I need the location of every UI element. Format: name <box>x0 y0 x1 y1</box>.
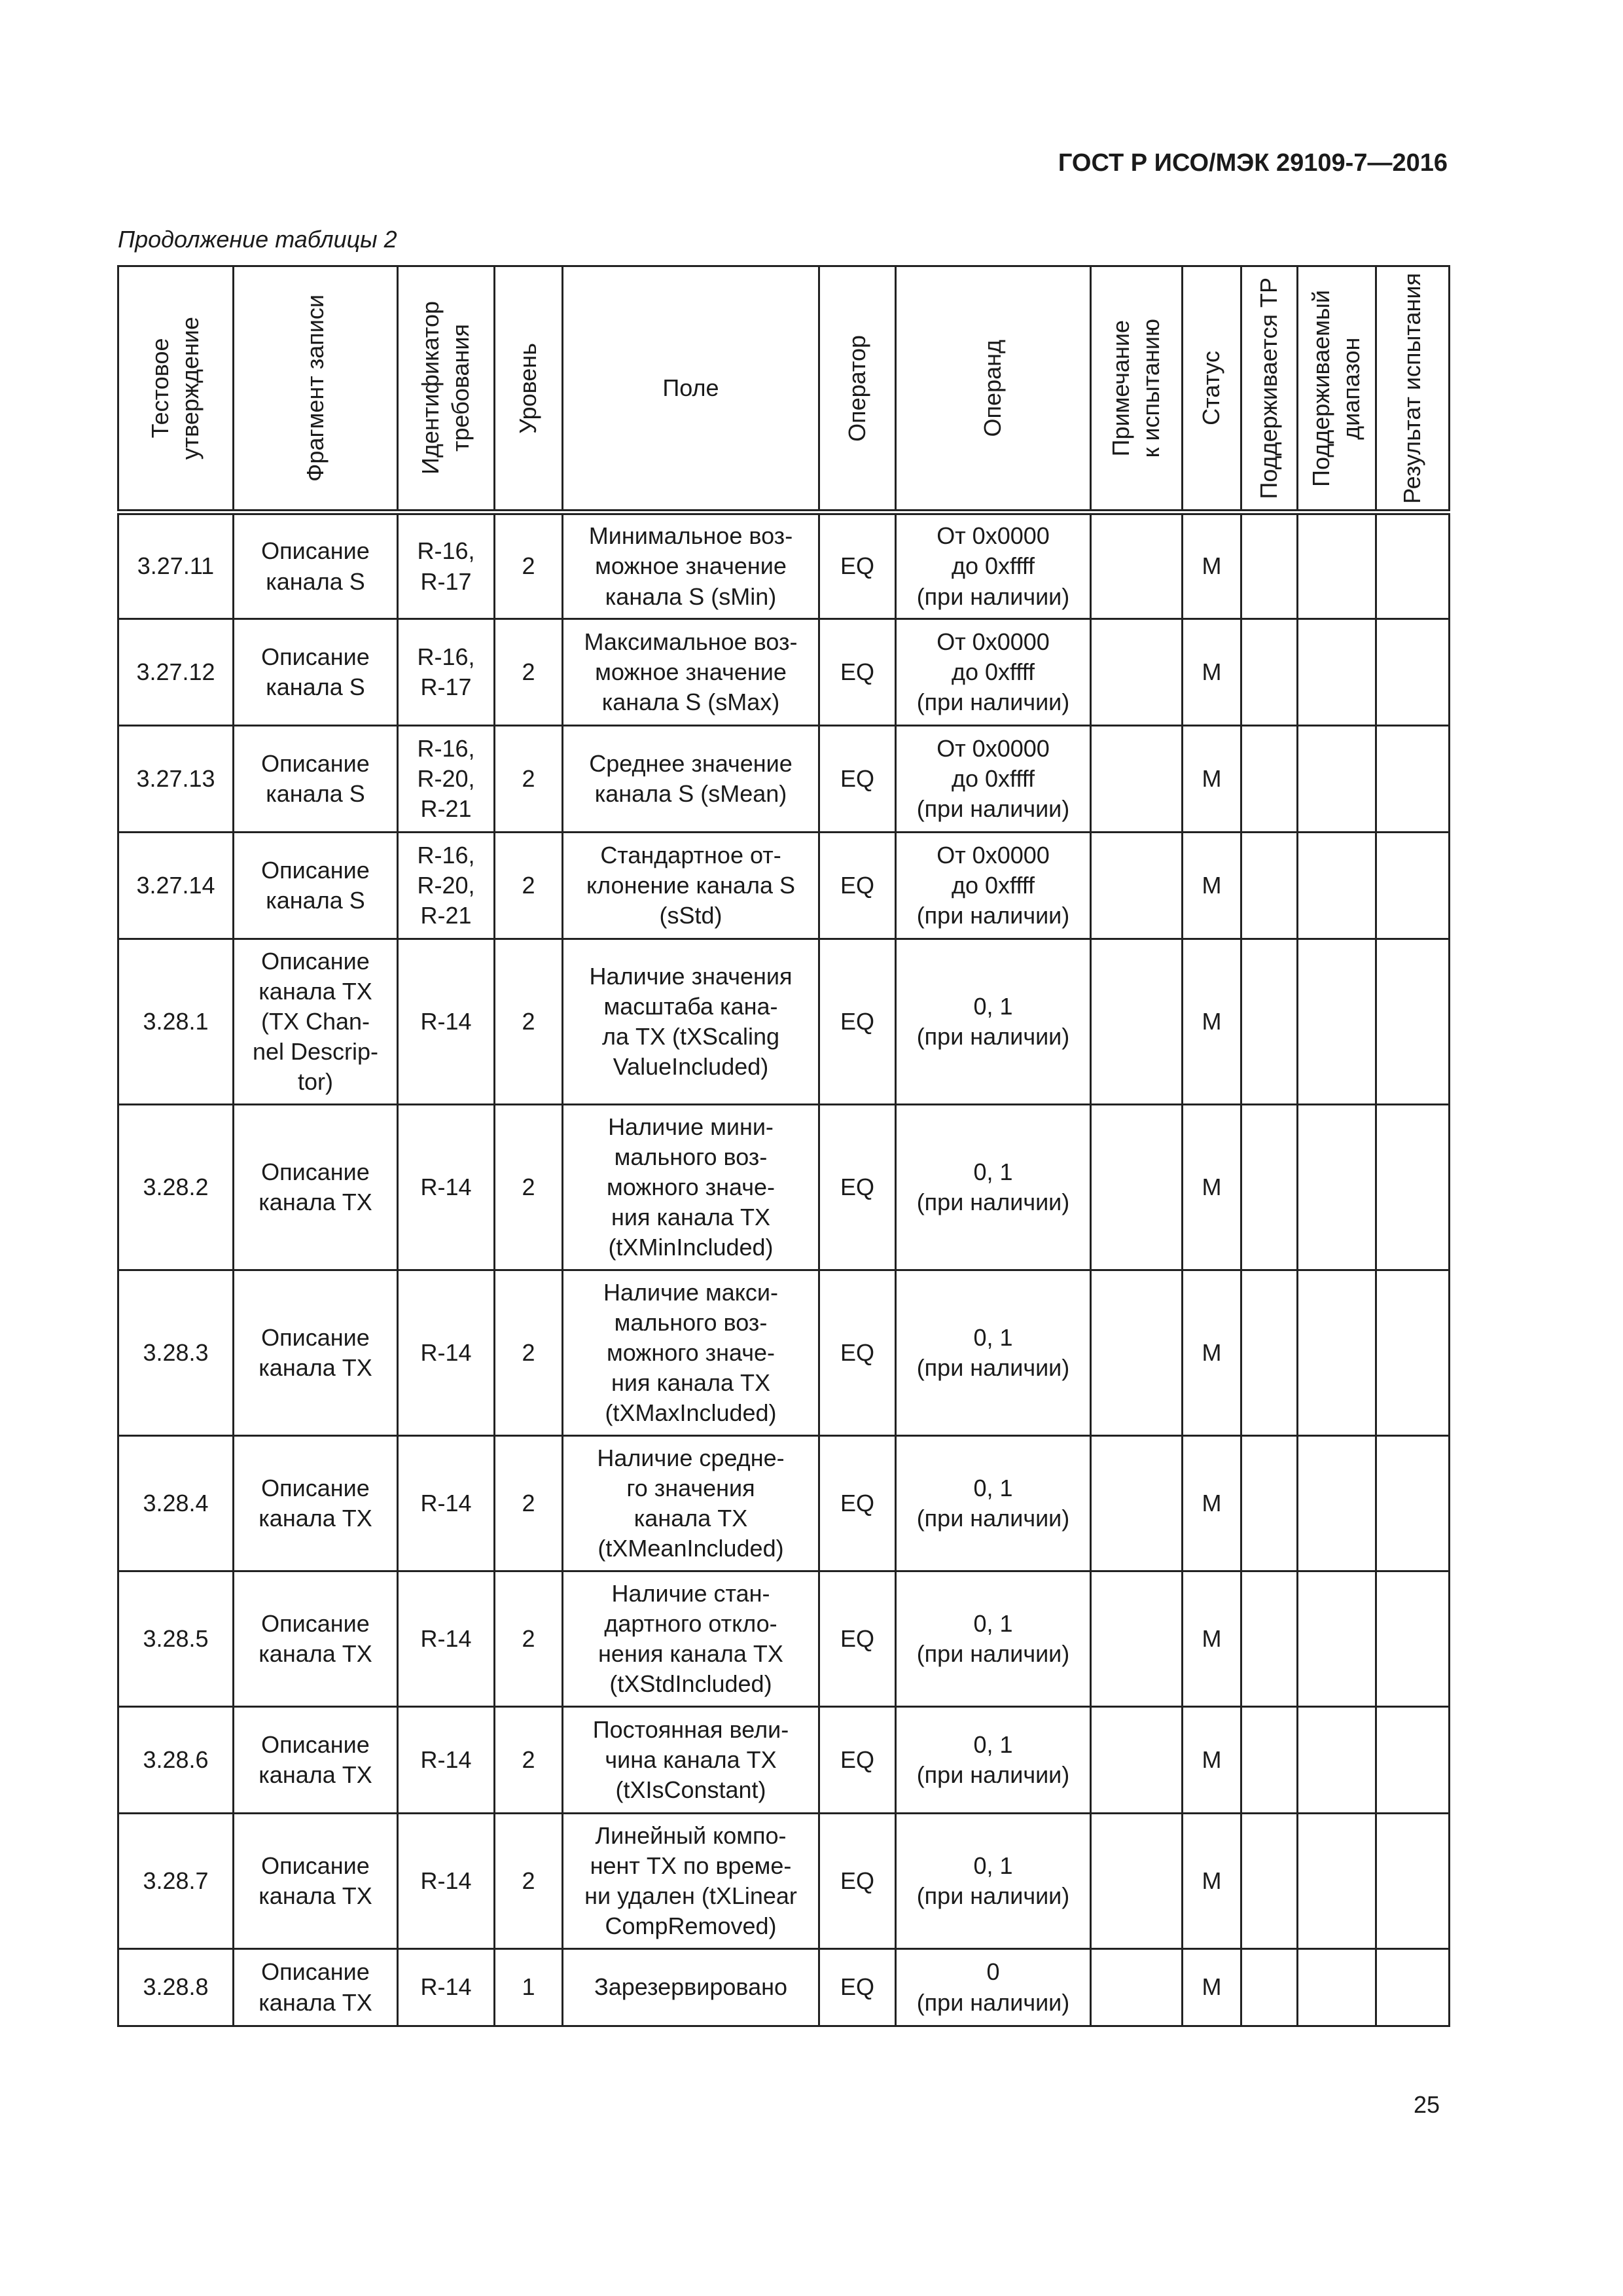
cell-note <box>1091 619 1183 726</box>
cell-operator: EQ <box>819 833 896 939</box>
cell-status: M <box>1183 726 1241 833</box>
cell-note <box>1091 939 1183 1105</box>
cell-status: M <box>1183 1949 1241 2026</box>
table-row <box>118 1270 1450 1436</box>
cell-field: Постоянная вели- чина канала TX (tXIsConstant) <box>563 1707 819 1814</box>
cell-fragment: Описание канала S <box>234 619 398 726</box>
cell-field: Наличие макси- мального воз- можного значе- ния канала TX (tXMaxIncluded) <box>563 1270 819 1436</box>
cell-assertion: 3.28.1 <box>118 939 234 1105</box>
cell-result <box>1376 1436 1450 1571</box>
cell-range <box>1298 512 1376 619</box>
cell-level: 2 <box>495 1571 563 1707</box>
cell-level: 2 <box>495 1707 563 1814</box>
cell-field: Среднее значение канала S (sMean) <box>563 726 819 833</box>
cell-assertion: 3.28.6 <box>118 1707 234 1814</box>
document-header: ГОСТ Р ИСО/МЭК 29109-7—2016 <box>1058 149 1448 177</box>
cell-status: M <box>1183 1707 1241 1814</box>
cell-operand: 0, 1 (при наличии) <box>896 939 1091 1105</box>
cell-operand: От 0x0000 до 0xffff (при наличии) <box>896 512 1091 619</box>
header-status: Статус <box>1183 266 1241 512</box>
cell-note <box>1091 1571 1183 1707</box>
cell-range <box>1298 1707 1376 1814</box>
cell-result <box>1376 833 1450 939</box>
table-row <box>118 512 1450 619</box>
cell-fragment: Описание канала S <box>234 726 398 833</box>
cell-note <box>1091 1270 1183 1436</box>
cell-fragment: Описание канала TX <box>234 1270 398 1436</box>
cell-tp-supported <box>1241 726 1298 833</box>
cell-operator: EQ <box>819 1436 896 1571</box>
cell-assertion: 3.28.2 <box>118 1105 234 1270</box>
cell-level: 2 <box>495 1814 563 1949</box>
cell-result <box>1376 1814 1450 1949</box>
cell-range <box>1298 1105 1376 1270</box>
header-assertion: Тестовое утверждение <box>118 266 234 512</box>
cell-req-id: R-16, R-17 <box>398 512 495 619</box>
header-req-id: Идентификатор требования <box>398 266 495 512</box>
cell-operator: EQ <box>819 512 896 619</box>
cell-level: 2 <box>495 619 563 726</box>
table-header-row <box>118 266 1450 512</box>
cell-operator: EQ <box>819 1949 896 2026</box>
cell-tp-supported <box>1241 1270 1298 1436</box>
cell-level: 2 <box>495 1270 563 1436</box>
cell-range <box>1298 833 1376 939</box>
cell-assertion: 3.27.13 <box>118 726 234 833</box>
cell-assertion: 3.28.7 <box>118 1814 234 1949</box>
cell-req-id: R-16, R-17 <box>398 619 495 726</box>
table-caption: Продолжение таблицы 2 <box>118 226 397 253</box>
cell-level: 2 <box>495 939 563 1105</box>
cell-fragment: Описание канала TX <box>234 1571 398 1707</box>
table-row <box>118 833 1450 939</box>
cell-tp-supported <box>1241 833 1298 939</box>
cell-result <box>1376 1105 1450 1270</box>
table-row <box>118 939 1450 1105</box>
cell-operator: EQ <box>819 619 896 726</box>
table-row <box>118 1814 1450 1949</box>
cell-note <box>1091 833 1183 939</box>
cell-range <box>1298 1814 1376 1949</box>
cell-operator: EQ <box>819 726 896 833</box>
cell-field: Минимальное воз- можное значение канала S (sMin) <box>563 512 819 619</box>
cell-operand: 0, 1 (при наличии) <box>896 1270 1091 1436</box>
cell-tp-supported <box>1241 939 1298 1105</box>
cell-status: M <box>1183 512 1241 619</box>
header-result: Результат испытания <box>1376 266 1450 512</box>
cell-level: 2 <box>495 512 563 619</box>
cell-operand: От 0x0000 до 0xffff (при наличии) <box>896 833 1091 939</box>
cell-tp-supported <box>1241 1436 1298 1571</box>
cell-fragment: Описание канала TX (TX Chan- nel Descrip- tor) <box>234 939 398 1105</box>
cell-range <box>1298 619 1376 726</box>
cell-operand: От 0x0000 до 0xffff (при наличии) <box>896 726 1091 833</box>
cell-note <box>1091 1436 1183 1571</box>
cell-result <box>1376 1949 1450 2026</box>
cell-field: Линейный компо- нент TX по време- ни удален (tXLinear CompRemoved) <box>563 1814 819 1949</box>
cell-req-id: R-14 <box>398 1571 495 1707</box>
cell-status: M <box>1183 1571 1241 1707</box>
cell-req-id: R-14 <box>398 1270 495 1436</box>
cell-level: 1 <box>495 1949 563 2026</box>
table-row <box>118 1105 1450 1270</box>
cell-assertion: 3.27.12 <box>118 619 234 726</box>
cell-operand: 0, 1 (при наличии) <box>896 1436 1091 1571</box>
header-operator: Оператор <box>819 266 896 512</box>
header-tp-supported: Поддерживается ТР <box>1241 266 1298 512</box>
cell-req-id: R-14 <box>398 1949 495 2026</box>
cell-req-id: R-16, R-20, R-21 <box>398 833 495 939</box>
cell-result <box>1376 1707 1450 1814</box>
cell-range <box>1298 1270 1376 1436</box>
cell-range <box>1298 939 1376 1105</box>
cell-field: Наличие средне- го значения канала TX (tXMeanIncluded) <box>563 1436 819 1571</box>
cell-assertion: 3.28.5 <box>118 1571 234 1707</box>
cell-tp-supported <box>1241 1707 1298 1814</box>
cell-result <box>1376 512 1450 619</box>
cell-range <box>1298 1949 1376 2026</box>
table-row <box>118 1571 1450 1707</box>
cell-level: 2 <box>495 726 563 833</box>
header-range: Поддерживаемый диапазон <box>1298 266 1376 512</box>
cell-operator: EQ <box>819 1814 896 1949</box>
page-number: 25 <box>1413 2091 1440 2118</box>
cell-field: Зарезервировано <box>563 1949 819 2026</box>
cell-tp-supported <box>1241 1949 1298 2026</box>
cell-assertion: 3.28.4 <box>118 1436 234 1571</box>
cell-status: M <box>1183 1105 1241 1270</box>
cell-fragment: Описание канала TX <box>234 1707 398 1814</box>
cell-fragment: Описание канала TX <box>234 1949 398 2026</box>
cell-operator: EQ <box>819 1571 896 1707</box>
cell-field: Наличие значения масштаба кана- ла TX (tXScaling ValueIncluded) <box>563 939 819 1105</box>
cell-operand: 0, 1 (при наличии) <box>896 1571 1091 1707</box>
cell-note <box>1091 726 1183 833</box>
table-row <box>118 619 1450 726</box>
cell-assertion: 3.28.3 <box>118 1270 234 1436</box>
cell-note <box>1091 1707 1183 1814</box>
cell-field: Наличие стан- дартного откло- нения канала TX (tXStdIncluded) <box>563 1571 819 1707</box>
cell-tp-supported <box>1241 512 1298 619</box>
cell-field: Стандартное от- клонение канала S (sStd) <box>563 833 819 939</box>
cell-result <box>1376 619 1450 726</box>
cell-range <box>1298 1436 1376 1571</box>
table-body <box>118 512 1450 2026</box>
cell-status: M <box>1183 1814 1241 1949</box>
cell-field: Максимальное воз- можное значение канала S (sMax) <box>563 619 819 726</box>
cell-assertion: 3.27.11 <box>118 512 234 619</box>
cell-range <box>1298 726 1376 833</box>
cell-assertion: 3.28.8 <box>118 1949 234 2026</box>
cell-level: 2 <box>495 1436 563 1571</box>
cell-req-id: R-14 <box>398 1105 495 1270</box>
cell-status: M <box>1183 939 1241 1105</box>
cell-req-id: R-14 <box>398 1707 495 1814</box>
cell-operator: EQ <box>819 939 896 1105</box>
cell-range <box>1298 1571 1376 1707</box>
cell-fragment: Описание канала S <box>234 512 398 619</box>
cell-operand: 0, 1 (при наличии) <box>896 1814 1091 1949</box>
cell-level: 2 <box>495 833 563 939</box>
cell-req-id: R-14 <box>398 1814 495 1949</box>
cell-tp-supported <box>1241 1814 1298 1949</box>
cell-operator: EQ <box>819 1270 896 1436</box>
cell-note <box>1091 1949 1183 2026</box>
cell-level: 2 <box>495 1105 563 1270</box>
cell-operator: EQ <box>819 1707 896 1814</box>
cell-result <box>1376 1270 1450 1436</box>
header-operand: Операнд <box>896 266 1091 512</box>
cell-req-id: R-16, R-20, R-21 <box>398 726 495 833</box>
cell-operator: EQ <box>819 1105 896 1270</box>
cell-fragment: Описание канала TX <box>234 1105 398 1270</box>
cell-assertion: 3.27.14 <box>118 833 234 939</box>
header-field: Поле <box>563 266 819 512</box>
cell-status: M <box>1183 619 1241 726</box>
cell-note <box>1091 1105 1183 1270</box>
header-fragment: Фрагмент записи <box>234 266 398 512</box>
cell-note <box>1091 1814 1183 1949</box>
cell-req-id: R-14 <box>398 1436 495 1571</box>
cell-tp-supported <box>1241 619 1298 726</box>
header-note: Примечание к испытанию <box>1091 266 1183 512</box>
cell-fragment: Описание канала S <box>234 833 398 939</box>
cell-fragment: Описание канала TX <box>234 1436 398 1571</box>
cell-status: M <box>1183 1270 1241 1436</box>
cell-fragment: Описание канала TX <box>234 1814 398 1949</box>
cell-field: Наличие мини- мального воз- можного значе- ния канала TX (tXMinIncluded) <box>563 1105 819 1270</box>
header-level: Уровень <box>495 266 563 512</box>
table-row <box>118 1707 1450 1814</box>
cell-result <box>1376 1571 1450 1707</box>
cell-result <box>1376 726 1450 833</box>
cell-tp-supported <box>1241 1571 1298 1707</box>
cell-status: M <box>1183 833 1241 939</box>
table-row <box>118 726 1450 833</box>
requirements-table <box>117 265 1450 2027</box>
table-row <box>118 1949 1450 2026</box>
cell-tp-supported <box>1241 1105 1298 1270</box>
cell-status: M <box>1183 1436 1241 1571</box>
cell-operand: 0, 1 (при наличии) <box>896 1105 1091 1270</box>
table-row <box>118 1436 1450 1571</box>
cell-note <box>1091 512 1183 619</box>
cell-result <box>1376 939 1450 1105</box>
cell-req-id: R-14 <box>398 939 495 1105</box>
cell-operand: 0 (при наличии) <box>896 1949 1091 2026</box>
cell-operand: 0, 1 (при наличии) <box>896 1707 1091 1814</box>
cell-operand: От 0x0000 до 0xffff (при наличии) <box>896 619 1091 726</box>
